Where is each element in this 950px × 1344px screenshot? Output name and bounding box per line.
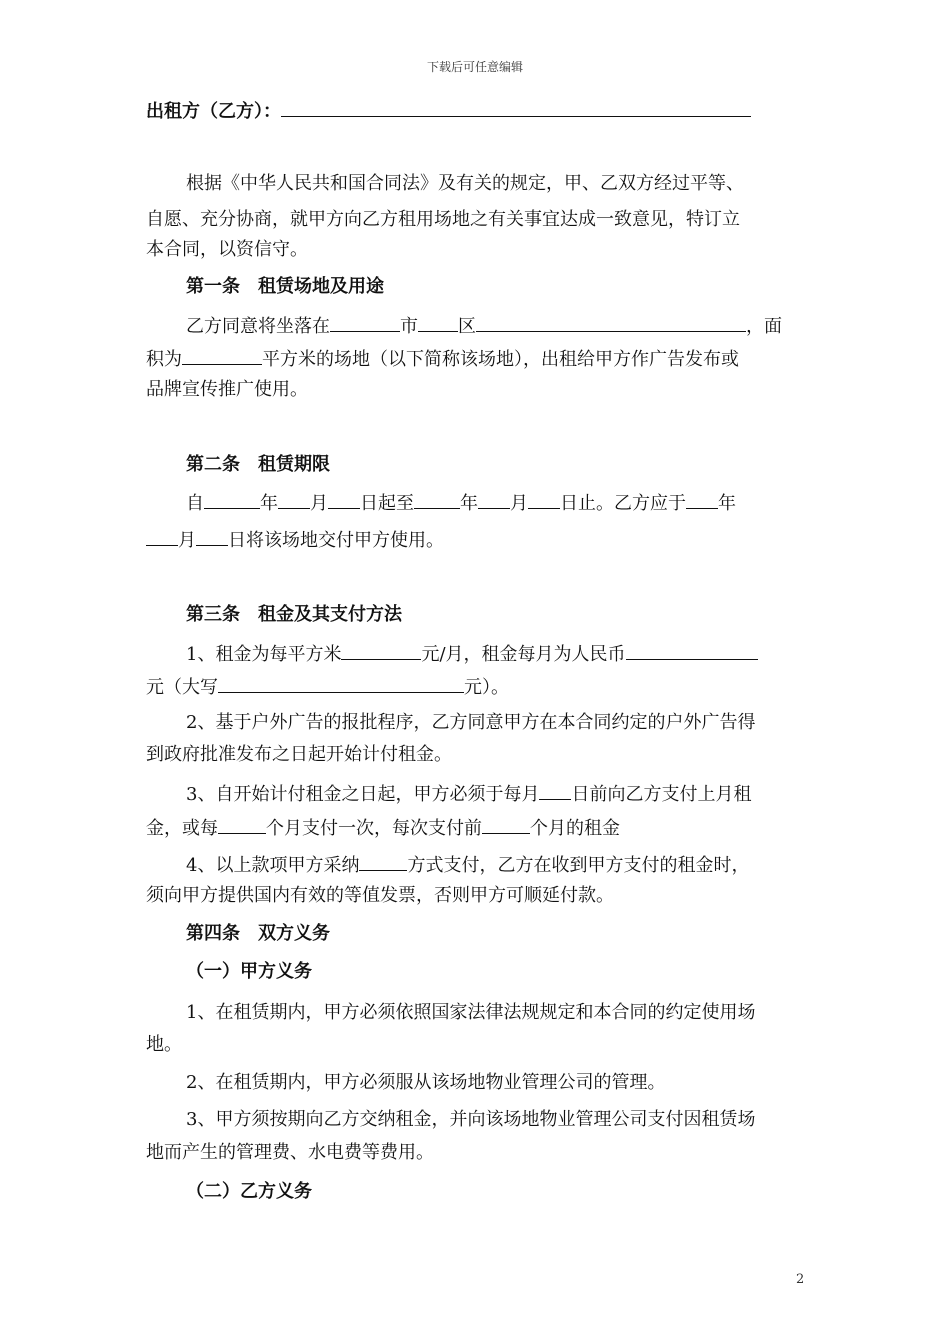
article-2-title: 第二条 租赁期限 bbox=[186, 454, 330, 475]
article-2-text: 日起至 bbox=[360, 493, 414, 514]
article-3-text: 4、以上款项甲方采纳 bbox=[186, 855, 360, 876]
start-day-blank[interactable] bbox=[328, 490, 360, 509]
article-3-line-4: 到政府批准发布之日起开始计付租金。 bbox=[146, 744, 452, 765]
delivery-day-blank[interactable] bbox=[196, 527, 228, 546]
district-blank[interactable] bbox=[476, 313, 746, 332]
article-1-title: 第一条 租赁场地及用途 bbox=[186, 276, 384, 297]
rent-uppercase-blank[interactable] bbox=[218, 674, 464, 693]
page-number: 2 bbox=[796, 1272, 805, 1287]
article-1-line-1 bbox=[186, 313, 782, 339]
article-4-line-2: 地。 bbox=[146, 1034, 182, 1055]
party-b-obligations-heading: （二）乙方义务 bbox=[186, 1181, 312, 1202]
article-3-line-1 bbox=[186, 641, 758, 667]
article-3-text: 元（大写 bbox=[146, 677, 218, 698]
article-3-line-5 bbox=[186, 781, 751, 807]
start-year-blank[interactable] bbox=[204, 490, 260, 509]
monthly-rent-blank[interactable] bbox=[626, 641, 758, 660]
article-2-text: 月 bbox=[178, 530, 196, 551]
delivery-year-blank[interactable] bbox=[686, 490, 718, 509]
payment-method-blank[interactable] bbox=[359, 852, 407, 871]
start-month-blank[interactable] bbox=[278, 490, 310, 509]
lessor-line bbox=[146, 98, 751, 124]
intro-line-2: 自愿、充分协商，就甲方向乙方租用场地之有关事宜达成一致意见，特订立 bbox=[146, 209, 740, 230]
article-3-text: 个月的租金 bbox=[530, 818, 620, 839]
article-1-line-3: 品牌宣传推广使用。 bbox=[146, 379, 308, 400]
article-2-text: 年 bbox=[460, 493, 478, 514]
area-blank[interactable] bbox=[182, 346, 262, 365]
rent-per-sqm-blank[interactable] bbox=[341, 641, 421, 660]
payment-interval-blank[interactable] bbox=[218, 815, 266, 834]
article-2-text: 年 bbox=[260, 493, 278, 514]
page-header: 下载后可任意编辑 bbox=[426, 60, 523, 74]
advance-months-blank[interactable] bbox=[482, 815, 530, 834]
article-3-title: 第三条 租金及其支付方法 bbox=[186, 604, 402, 625]
payment-day-blank[interactable] bbox=[539, 781, 571, 800]
location-blank[interactable] bbox=[330, 313, 400, 332]
article-2-text: 日止。乙方应于 bbox=[560, 493, 686, 514]
article-3-line-8: 须向甲方提供国内有效的等值发票，否则甲方可顺延付款。 bbox=[146, 885, 614, 906]
article-3-text: 金，或每 bbox=[146, 818, 218, 839]
article-2-text: 年 bbox=[718, 493, 736, 514]
article-1-text: 乙方同意将坐落在 bbox=[186, 316, 330, 337]
article-1-text: 积为 bbox=[146, 349, 182, 370]
end-month-blank[interactable] bbox=[478, 490, 510, 509]
article-3-line-6 bbox=[146, 815, 620, 841]
article-4-line-5: 地而产生的管理费、水电费等费用。 bbox=[146, 1142, 434, 1163]
city-blank[interactable] bbox=[418, 313, 458, 332]
article-2-text: 月 bbox=[310, 493, 328, 514]
article-4-line-1: 1、在租赁期内，甲方必须依照国家法律法规规定和本合同的约定使用场 bbox=[186, 1002, 756, 1023]
article-4-line-4: 3、甲方须按期向乙方交纳租金，并向该场地物业管理公司支付因租赁场 bbox=[186, 1109, 756, 1130]
article-3-text: 元/月，租金每月为人民币 bbox=[421, 644, 626, 665]
article-3-text: 元）。 bbox=[464, 677, 509, 698]
article-2-text: 月 bbox=[510, 493, 528, 514]
article-2-line-2 bbox=[146, 527, 444, 553]
article-1-text: 平方米的场地（以下简称该场地），出租给甲方作广告发布或 bbox=[262, 349, 739, 370]
lessor-label: 出租方（乙方）： bbox=[146, 101, 281, 122]
party-a-obligations-heading: （一）甲方义务 bbox=[186, 961, 312, 982]
article-1-text: ，面 bbox=[746, 316, 782, 337]
article-1-line-2 bbox=[146, 346, 739, 372]
end-year-blank[interactable] bbox=[414, 490, 460, 509]
article-3-text: 个月支付一次，每次支付前 bbox=[266, 818, 482, 839]
article-3-line-2 bbox=[146, 674, 509, 700]
article-3-line-3: 2、基于户外广告的报批程序，乙方同意甲方在本合同约定的户外广告得 bbox=[186, 712, 756, 733]
article-4-title: 第四条 双方义务 bbox=[186, 923, 330, 944]
article-3-text: 1、租金为每平方米 bbox=[186, 644, 342, 665]
intro-line-3: 本合同，以资信守。 bbox=[146, 239, 308, 260]
article-1-text: 区 bbox=[458, 316, 476, 337]
article-3-text: 方式支付，乙方在收到甲方支付的租金时， bbox=[407, 855, 750, 876]
article-1-text: 市 bbox=[400, 316, 418, 337]
end-day-blank[interactable] bbox=[528, 490, 560, 509]
article-3-line-7 bbox=[186, 852, 749, 878]
article-3-text: 3、自开始计付租金之日起，甲方必须于每月 bbox=[186, 784, 540, 805]
article-2-text: 日将该场地交付甲方使用。 bbox=[228, 530, 444, 551]
lessor-blank[interactable] bbox=[281, 98, 751, 117]
delivery-month-blank[interactable] bbox=[146, 527, 178, 546]
article-2-text: 自 bbox=[186, 493, 204, 514]
article-4-line-3: 2、在租赁期内，甲方必须服从该场地物业管理公司的管理。 bbox=[186, 1072, 666, 1093]
article-3-text: 日前向乙方支付上月租 bbox=[571, 784, 752, 805]
article-2-line-1 bbox=[186, 490, 736, 516]
intro-line-1: 根据《中华人民共和国合同法》及有关的规定，甲、乙双方经过平等、 bbox=[186, 173, 744, 194]
